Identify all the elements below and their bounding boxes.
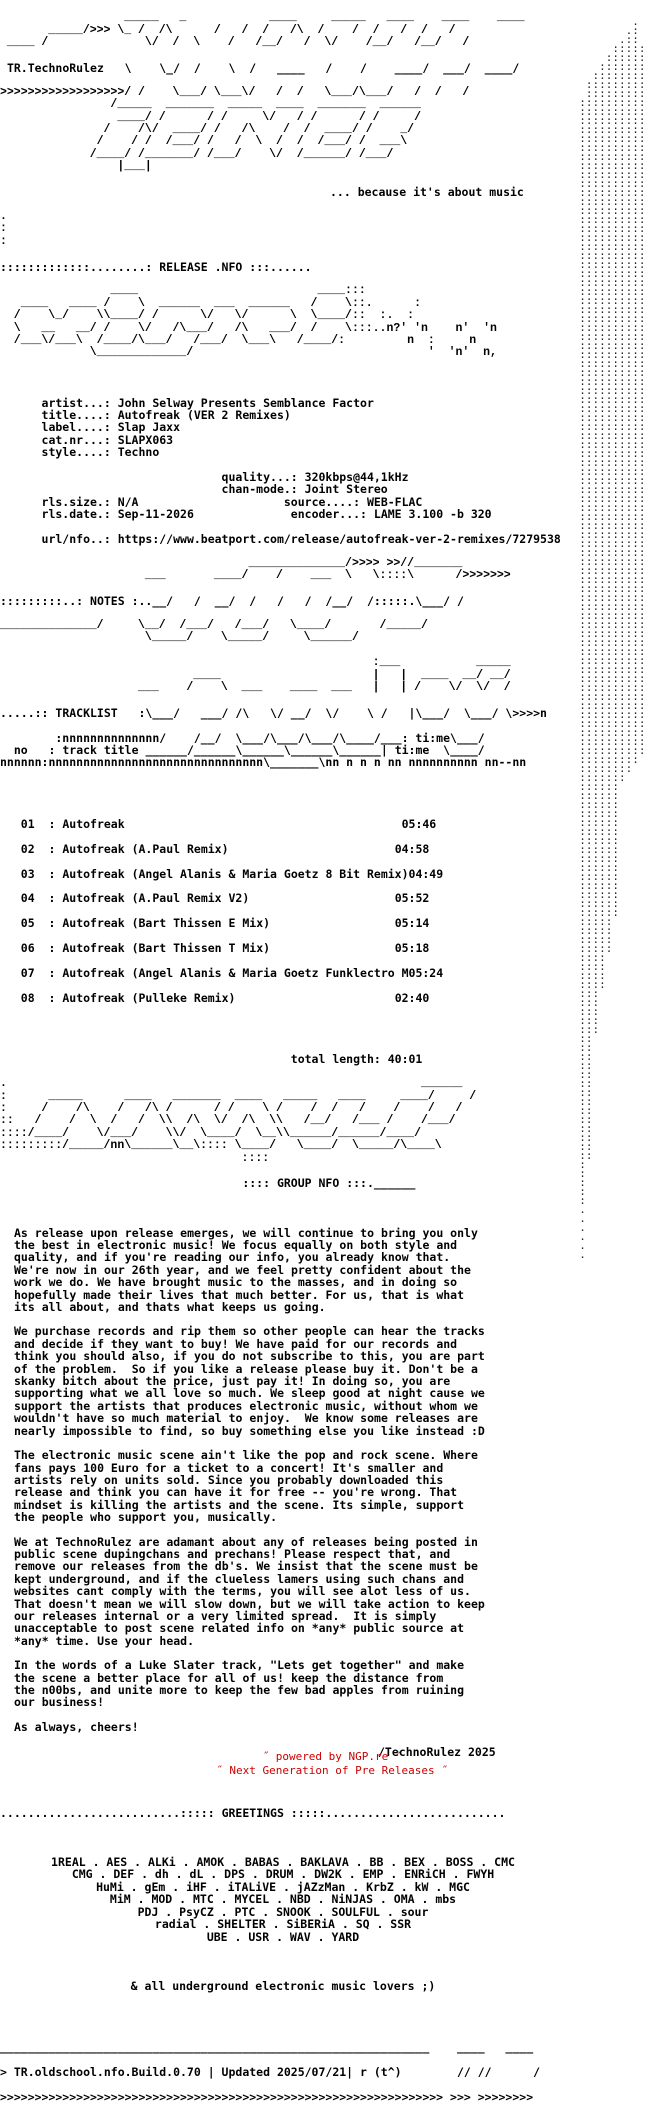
- col-time: ti:me: [394, 742, 430, 757]
- group-tag: TR.TechnoRulez: [6, 61, 104, 76]
- track-no: 04: [20, 891, 35, 906]
- group-nfo-label: GROUP NFO: [276, 1176, 340, 1191]
- group-nfo-paragraph: As always, cheers!: [14, 1719, 139, 1734]
- greetings-line: 1REAL . AES . ALKi . AMOK . BABAS . BAKLAVA . BB . BEX . BOSS . CMC: [51, 1855, 515, 1870]
- track-title: Autofreak: [62, 817, 125, 831]
- track-title: Autofreak (Pulleke Remix): [62, 990, 236, 1005]
- header-logo-art: _____ _ ____ _____ ____ ____ ____ _____/>>> \_ / /\ / / / /\ / / / / / / ____ / \/ / \ / /__/ / \/ /__/ /__/ /: [6, 11, 525, 50]
- release-nfo-label: RELEASE .NFO: [159, 259, 243, 274]
- artist-value: John Selway Presents Semblance Factor: [117, 395, 374, 410]
- encoder-value: LAME 3.100 -b 320: [373, 507, 492, 522]
- url-link[interactable]: https://www.beatport.com/release/autofreak-ver-2-remixes/7279538: [117, 532, 561, 547]
- greetings-list: [0, 1856, 566, 1943]
- greetings-line: PDJ . PsyCZ . PTC . SNOOK . SOULFUL . sour: [137, 1904, 429, 1919]
- track-time: 05:46: [401, 817, 437, 831]
- greetings-line: UBE . USR . WAV . YARD: [206, 1929, 360, 1944]
- track-time: 02:40: [394, 990, 430, 1005]
- track-time: 05:24: [408, 965, 444, 980]
- track-row: 05 : Autofreak (Bart Thissen E Mix) 05:14: [20, 916, 430, 931]
- release-logo-art: ____ ____::: ____ ____ / \ ______ ___ ______ / \::. : / \_/ \\____/ / \/ \/ \ \____/:: :. : \ __ __/ / \/ /\___/ /\ ___/ / \:::..n?' 'n n' 'n /___\/___\ /____/\___/ /___/ \___\ /____/: n : n \_____________/ ' 'n' n,: [13, 284, 497, 360]
- powered-by-line[interactable]: ˝ powered by NGP.re ˝: [262, 1750, 402, 1763]
- total-length: 40:01: [387, 1052, 423, 1067]
- track-title: Autofreak (A.Paul Remix): [62, 841, 229, 856]
- notes-label: NOTES: [90, 594, 125, 609]
- track-row: 01 : Autofreak 05:46: [20, 817, 437, 831]
- track-row: 02 : Autofreak (A.Paul Remix) 04:58: [20, 841, 430, 856]
- track-no: 02: [20, 841, 35, 856]
- chan-mode-value: Joint Stereo: [304, 482, 388, 497]
- source-value: WEB-FLAC: [366, 494, 423, 509]
- next-gen-line: ˝ Next Generation of Pre Releases ˝: [216, 1764, 448, 1777]
- notes-header: :::::::::..: NOTES :..__/ / __/ / / / /__/ /:::::.\___/ /: [0, 594, 464, 609]
- track-time: 05:52: [394, 891, 430, 906]
- track-no: 06: [20, 941, 35, 956]
- style-value: Techno: [117, 445, 160, 460]
- group-nfo-body: [0, 1227, 664, 1734]
- greetings-line: MiM . MOD . MTC . MYCEL . NBD . NiNJAS . OMA . mbs: [109, 1892, 457, 1907]
- track-row: 07 : Autofreak (Angel Alanis & Maria Goetz Funklectro M05:24: [20, 965, 444, 980]
- greetings-label: GREETINGS: [221, 1805, 284, 1820]
- group-tag-line: TR.TechnoRulez \ \_/ / \ / ____ / / ____/ ___/ ____/: [6, 61, 520, 76]
- track-title: Autofreak (Angel Alanis & Maria Goetz Funklectro M: [62, 965, 409, 980]
- header-logo-art-2: >>>>>>>>>>>>>>>>>>/ / \___/ \___\/ / / \___/\___/ / / / /_____ _______ _____ ____ _______ ______ ____/ / / / \/ / / / / / / /\/ ____/ / /\ / / ____/ / _/ / / / /___/ / / \ / / /___/ / ___\ /____/ /_______/ /___/ \/ /______/ /___/ |___|: [0, 85, 470, 174]
- group-nfo-paragraph: The electronic music scene ain't like the pop and rock scene. Where fans pays 100 Euro for a ticket to a concert! It's smaller and artists rely on units sold. Since you probably downloaded this release and think you can have it for free -- you're wrong. That mindset is killing the artists and the scene. Its simple, support the people who support you, musically.: [14, 1448, 478, 1525]
- build-bar-bottom: >>>>>>>>>>>>>>>>>>>>>>>>>>>>>>>>>>>>>>>>>>>>>>>>>>>>>>>>>>>>>>>> >>> >>>>>>>>: [0, 2089, 534, 2104]
- tracklist-header: .....:: TRACKLIST :\___/ ___/ /\ \/ __/ \/ \ / |\___/ \___/ \>>>>n: [0, 705, 547, 720]
- total-length-line: total length: 40:01: [0, 1052, 423, 1067]
- track-no: 08: [20, 990, 35, 1005]
- notes-logo-art: ______________/>>>> >>//_______ ___ ____/ / ___ \ \::::\ />>>>>>>: [144, 556, 511, 583]
- track-no: 05: [20, 916, 35, 931]
- rls-date-value: Sep-11-2026: [117, 507, 194, 522]
- spacer-dots: . : :: [0, 209, 7, 248]
- release-nfo-header: :::::::::::::........: RELEASE .NFO :::......: [0, 259, 312, 274]
- build-info: > TR.oldschool.nfo.Build.0.70 | Updated 2025/07/21| r (t^): [0, 2064, 402, 2079]
- track-no: 01: [20, 817, 35, 831]
- title-value: Autofreak (VER 2 Remixes): [117, 408, 291, 422]
- track-no: 03: [20, 866, 35, 881]
- build-bar-top: ______________________________________________________________ ____ ____: [0, 2039, 534, 2054]
- col-title: track title: [62, 742, 139, 757]
- track-list: [0, 806, 664, 1017]
- group-nfo-paragraph: As release upon release emerges, we will continue to bring you only the best in electronic music! We focus equally on both style and quality, and if you're reading our info, you already know that. We're now in our 26th year, and we feel pretty confident about the work we do. We have brought music to the masses, and in doing so hopefully made their lives that much better. For us, that is what its all about, and thats what keeps us going.: [14, 1225, 478, 1315]
- greetings-line: radial . SHELTER . SiBERiA . SQ . SSR: [154, 1917, 412, 1932]
- rls-size-value: N/A: [117, 494, 139, 509]
- track-title: Autofreak (Bart Thissen E Mix): [62, 916, 271, 931]
- label-value: Slap Jaxx: [117, 420, 181, 435]
- quality-value: 320kbps@44,1kHz: [304, 470, 409, 485]
- greetings-line: HuMi . gEm . iHF . iTALiVE . jAZzMan . KrbZ . kW . MGC: [96, 1879, 470, 1894]
- greetings-header: ..........................::::: GREETINGS :::::..........................: [0, 1805, 506, 1820]
- greetings-footer: & all underground electronic music lovers ;): [130, 1978, 436, 1993]
- track-row: 04 : Autofreak (A.Paul Remix V2) 05:52: [20, 891, 430, 906]
- track-row: 03 : Autofreak (Angel Alanis & Maria Goetz 8 Bit Remix)04:49: [20, 866, 444, 881]
- tracklist-columns: :nnnnnnnnnnnnnn/ /__/ \___/\___/\___/\____/___: ti:me\___/ no : track title ______/______\______\______\______| ti:me \____/ nnnnnn:nnnnnnnnnnnnnnnnnnnnnnnnnnnnnnn\_______\nn n n n nn nnnnnnnnnn nn--nn: [0, 730, 527, 770]
- tagline: ... because it's about music: [330, 185, 524, 200]
- group-nfo-header: :::: GROUP NFO :::.______: [0, 1176, 416, 1191]
- tracklist-logo-art: :___ _____ ____ | | ____ __/ __/ ___ / \ ___ ____ ___ | | / \/ \/ /: [138, 656, 511, 694]
- track-title: Autofreak (A.Paul Remix V2): [62, 891, 250, 906]
- track-row: 08 : Autofreak (Pulleke Remix) 02:40: [20, 990, 430, 1005]
- track-time: 04:49: [408, 866, 444, 881]
- decorative-right-column: . .: .:: ::::: :::::: ::::::: :::::::: ::::::::: ::::::::: :::::::::: :::::::::: :::::::::: :::::::::: :::::::::: :::::::::: :::::::::: :::::::::: :::::::::: :::::::::: :::::::::: :::::::::: :::::::::: :::::::::: :::::::::: :::::::::: :::::::::: :::::::::: :::::::::: :::::::::: :::::::::: :::::::::: :::::::::: :::::::::: :::::::::: :::::::::: :::::::::: :::::::::: :::::::::: :::::::::: :::::::::: :::::::::: :::::::::: :::::::::: :::::::::: :::::::::: :::::::::: :::::::::: :::::::::: :::::::::: :::::::::: :::::::::: :::::::::: :::::::::: :::::::::: :::::::::: :::::::::: :::::::::: :::::::::: :::::::::: :::::::::: :::::::::: :::::::::: :::::::::: :::::::::: :::::::::: :::::::::: :::::::::: :::::::::: :::::::::: :::::::::: :::::::::: :::::::::: :::::::::: :::::::::: :::::::::: :::::::::: :::::::::: :::::::::: :::::::::: :::::::::: :::::::::: :::::::::: ::::::::: :::::::: ::::::: :::::: :::::: :::::: :::::: :::::: :::::: :::::: :::::: :::::: :::::: :::::: :::::: :::::: :::::: :::::: ::::: ::::: ::::: ::::: :::: :::: :::: :::: ::: ::: ::: ::: ::: :: :: :: :: :: :: :: :: :: :: :: :: :: :: : : : : : . . . . . .: [579, 17, 646, 1261]
- group-nfo-paragraph: In the words of a Luke Slater track, "Lets get together" and make the scene a better place for all of us! keep the distance from the n00bs, and unite more to keep the few bad apples from ruining our business!: [14, 1658, 465, 1710]
- track-row: 06 : Autofreak (Bart Thissen T Mix) 05:18: [20, 941, 430, 956]
- track-title: Autofreak (Bart Thissen T Mix): [62, 941, 271, 956]
- greetings-line: CMG . DEF . dh . dL . DPS . DRUM . DW2K . EMP . ENRiCH . FWYH: [71, 1867, 495, 1882]
- track-time: 04:58: [394, 841, 430, 856]
- track-no: 07: [20, 965, 35, 980]
- notes-logo-art-2: ______________/ \__/ /___/ /___/ \____/ /_____/ \_____/ \_____/ \______/: [0, 618, 428, 645]
- col-no: no: [13, 742, 28, 757]
- group-logo-art: . ______ : _____ ____ _______ ____ _____ ____ ____/ / : / /\ / /\ / / / \ / / / / / / / :: / / \ / / \\ /\ \/ /\ \\ /__/ /___ / /___/ ::::/____/ \/___/ \\/ \____/ \__\\______/______/____/ :::::::::/_____/nn\______\__\:::: \____/ \____/ \_____/\____\ ::::: [0, 1077, 477, 1165]
- track-time: 05:14: [394, 916, 430, 931]
- signature: /TechnoRulez 2025: [378, 1744, 496, 1759]
- tracklist-label: TRACKLIST: [55, 705, 118, 720]
- group-nfo-paragraph: We at TechnoRulez are adamant about any of releases being posted in public scene dupingchans and prechans! Please respect that, and remove our releases from the db's. We insist that the scene must be kept underground, and if the clueless lamers using such chans and websites cant comply with the terms, you will see alot less of us. That doesn't mean we will slow down, but we will take action to keep our releases internal or a very limited spread. It is simply unacceptable to post scene related info on *any* public source at *any* time. Use your head.: [14, 1534, 485, 1648]
- catnr-value: SLAPX063: [117, 432, 174, 447]
- release-info: artist...: John Selway Presents Semblance Factor title....: Autofreak (VER 2 Remixes) label....: Slap Jaxx cat.nr...: SLAPX063 style....: Techno quality...: 320kbps@44,1kHz chan-mode.: Joint Stereo rls.size.: N/A source....: WEB-FLAC rls.date.: Sep-11-2026 encoder...: LAME 3.100 -b 320 url/nfo..: https://www.beatport.com/release/autofreak-ver-2-remixes/7279538: [0, 395, 561, 547]
- track-title: Autofreak (Angel Alanis & Maria Goetz 8 Bit Remix): [62, 866, 409, 881]
- track-time: 05:18: [394, 941, 430, 956]
- build-line: > TR.oldschool.nfo.Build.0.70 | Updated 2025/07/21| r (t^) // // /: [0, 2064, 541, 2079]
- footer: [0, 1750, 664, 1778]
- group-nfo-paragraph: We purchase records and rip them so other people can hear the tracks and decide if they want to buy! We have paid for our records and think you should also, if you do not subscribe to this, you are part of the problem. So if you like a release please buy it. Don't be a skanky bitch about the price, just pay it! In doing so, you are supporting what we all love so much. We sleep good at night cause we support the artists that produces electronic music, without whom we wouldn't have so much material to enjoy. We know some releases are nearly impossible to find, so buy something else you like instead :D: [14, 1324, 485, 1438]
